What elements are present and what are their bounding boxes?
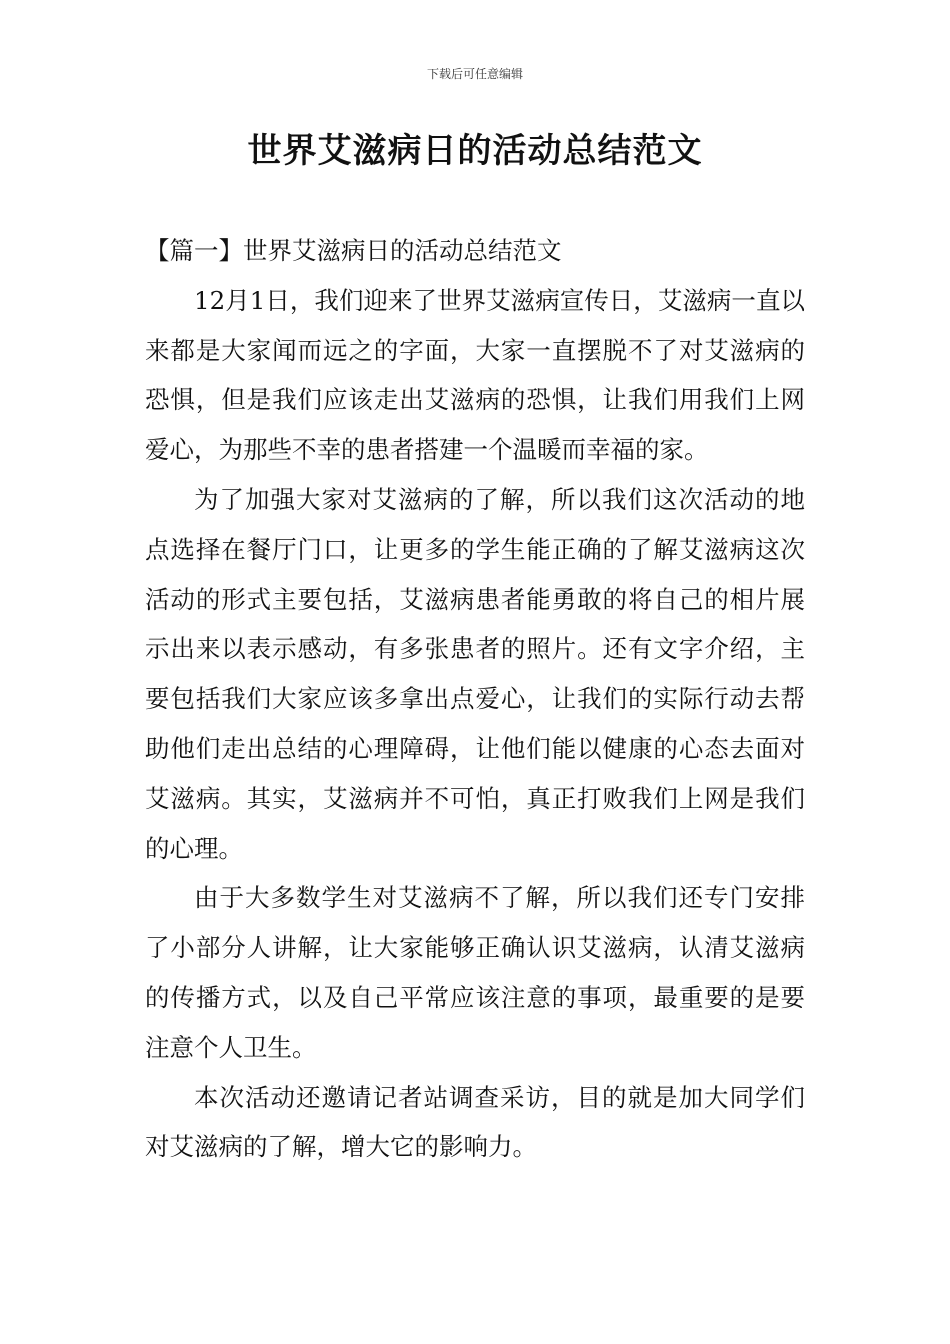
paragraph-4: 本次活动还邀请记者站调查采访，目的就是加大同学们对艾滋病的了解，增大它的影响力。	[145, 1082, 805, 1162]
paragraph-1: 12月1日，我们迎来了世界艾滋病宣传日，艾滋病一直以来都是大家闻而远之的字面，大家一直摆脱不了对艾滋病的恐惧，但是我们应该走出艾滋病的恐惧，让我们用我们上网爱心，为那些不幸的患者搭建一个温暖而幸福的家。	[145, 285, 805, 465]
paragraph-3: 由于大多数学生对艾滋病不了解，所以我们还专门安排了小部分人讲解，让大家能够正确认识艾滋病，认清艾滋病的传播方式，以及自己平常应该注意的事项，最重要的是要注意个人卫生。	[145, 883, 805, 1062]
section-heading: 【篇一】世界艾滋病日的活动总结范文	[145, 236, 562, 265]
document-title: 世界艾滋病日的活动总结范文	[247, 131, 703, 171]
paragraph-2: 为了加强大家对艾滋病的了解，所以我们这次活动的地点选择在餐厅门口，让更多的学生能正确的了解艾滋病这次活动的形式主要包括，艾滋病患者能勇敢的将自己的相片展示出来以表示感动，有多张患者的照片。还有文字介绍，主要包括我们大家应该多拿出点爱心，让我们的实际行动去帮助他们走出总结的心理障碍，让他们能以健康的心态去面对艾滋病。其实，艾滋病并不可怕，真正打败我们上网是我们的心理。	[145, 484, 805, 863]
document-body	[145, 226, 805, 1172]
header-note: 下载后可任意编辑	[426, 67, 523, 81]
